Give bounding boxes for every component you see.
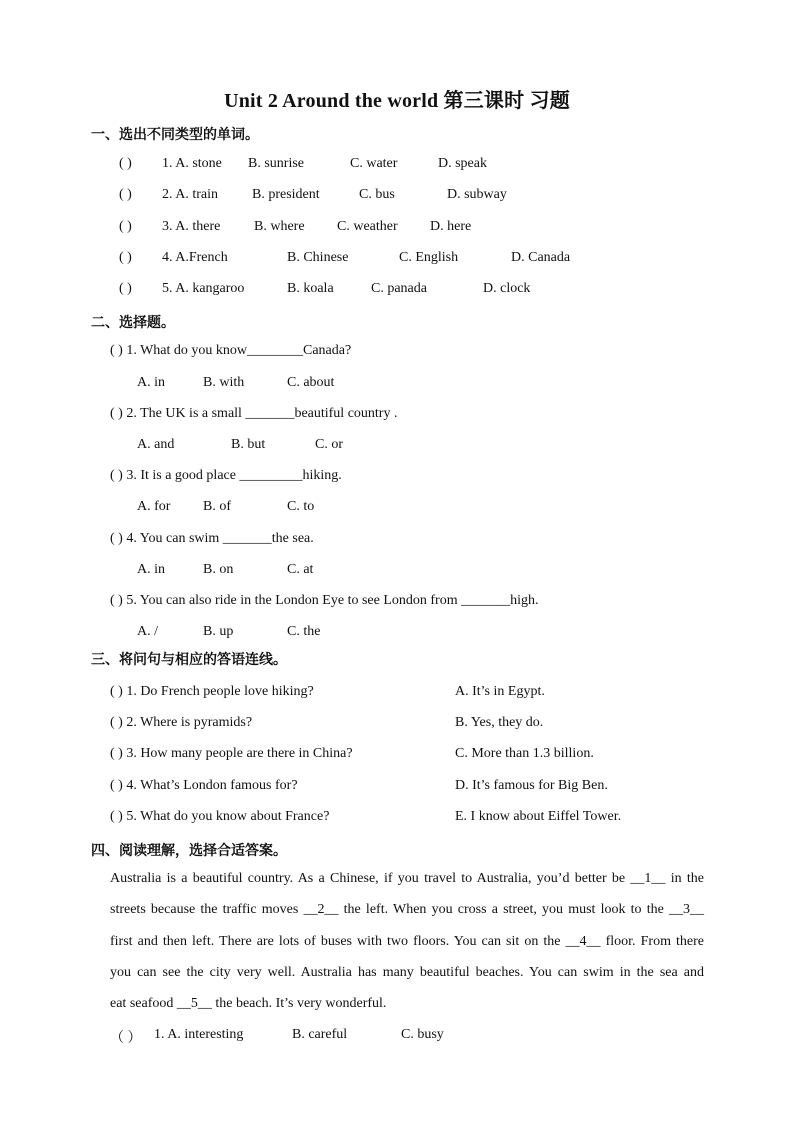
option-a: A. for: [137, 499, 171, 514]
answer-paren[interactable]: （ ）: [110, 1031, 142, 1046]
answer-paren[interactable]: ( ): [119, 219, 132, 234]
option-a: 5. A. kangaroo: [162, 281, 245, 296]
answer-paren[interactable]: ( ): [119, 156, 132, 171]
option-a: A. and: [137, 437, 175, 452]
option-c: C. weather: [337, 219, 398, 234]
option-b: B. up: [203, 624, 234, 639]
option-a: A. in: [137, 375, 165, 390]
question-line: ( ) 1. What do you know________Canada?: [110, 343, 352, 358]
option-d: D. here: [430, 219, 472, 234]
option-c: C. about: [287, 375, 335, 390]
answer-paren[interactable]: ( ): [119, 281, 132, 296]
option-a: A. in: [137, 562, 165, 577]
match-question: ( ) 2. Where is pyramids?: [110, 715, 253, 730]
option-c: C. English: [399, 250, 459, 265]
match-answer: C. More than 1.3 billion.: [455, 746, 594, 761]
option-c: C. to: [287, 499, 315, 514]
answer-paren[interactable]: ( ): [119, 250, 132, 265]
passage-line: streets because the traffic moves __2__ the left. When you cross a street, you must look to the __3__: [110, 902, 704, 917]
page-title: Unit 2 Around the world 第三课时 习题: [224, 90, 570, 112]
option-b: B. careful: [292, 1027, 348, 1042]
option-b: B. sunrise: [248, 156, 304, 171]
option-b: B. but: [231, 437, 266, 452]
match-question: ( ) 1. Do French people love hiking?: [110, 684, 314, 699]
option-a: 2. A. train: [162, 187, 218, 202]
option-b: B. with: [203, 375, 245, 390]
passage-line: first and then left. There are lots of buses with two floors. You can sit on the __4__ floor. From there: [110, 934, 704, 949]
option-a: 3. A. there: [162, 219, 221, 234]
option-c: C. water: [350, 156, 398, 171]
match-question: ( ) 5. What do you know about France?: [110, 809, 330, 824]
option-c: C. the: [287, 624, 321, 639]
option-d: D. speak: [438, 156, 487, 171]
passage-line: Australia is a beautiful country. As a Chinese, if you travel to Australia, you’d better be __1__ in the: [110, 871, 704, 886]
option-b: B. koala: [287, 281, 334, 296]
match-question: ( ) 4. What’s London famous for?: [110, 778, 298, 793]
section-2-heading: 二、选择题。: [91, 315, 175, 331]
option-d: D. subway: [447, 187, 507, 202]
section-4-heading: 四、阅读理解，选择合适答案。: [91, 843, 287, 859]
option-b: B. on: [203, 562, 234, 577]
option-a: 4. A.French: [162, 250, 228, 265]
option-a: 1. A. interesting: [154, 1027, 244, 1042]
match-answer: A. It’s in Egypt.: [455, 684, 545, 699]
question-line: ( ) 4. You can swim _______the sea.: [110, 531, 314, 546]
option-d: D. Canada: [511, 250, 571, 265]
option-c: C. panada: [371, 281, 427, 296]
passage-line: you can see the city very well. Australia has many beautiful beaches. You can swim in the sea and: [110, 965, 704, 980]
option-b: B. Chinese: [287, 250, 349, 265]
answer-paren[interactable]: ( ): [119, 187, 132, 202]
match-answer: E. I know about Eiffel Tower.: [455, 809, 622, 824]
option-c: C. or: [315, 437, 343, 452]
question-line: ( ) 5. You can also ride in the London Eye to see London from _______high.: [110, 593, 539, 608]
passage-line: eat seafood __5__ the beach. It’s very wonderful.: [110, 996, 387, 1011]
question-line: ( ) 3. It is a good place _________hiking.: [110, 468, 342, 483]
option-b: B. where: [254, 219, 305, 234]
match-answer: D. It’s famous for Big Ben.: [455, 778, 608, 793]
option-c: C. at: [287, 562, 314, 577]
match-answer: B. Yes, they do.: [455, 715, 544, 730]
section-3-heading: 三、将问句与相应的答语连线。: [91, 652, 287, 668]
option-d: D. clock: [483, 281, 531, 296]
option-a: A. /: [137, 624, 158, 639]
option-c: C. bus: [359, 187, 395, 202]
question-line: ( ) 2. The UK is a small _______beautiful country .: [110, 406, 398, 421]
option-b: B. president: [252, 187, 320, 202]
option-a: 1. A. stone: [162, 156, 222, 171]
section-1-heading: 一、选出不同类型的单词。: [91, 127, 259, 143]
option-b: B. of: [203, 499, 231, 514]
match-question: ( ) 3. How many people are there in China?: [110, 746, 353, 761]
option-c: C. busy: [401, 1027, 444, 1042]
